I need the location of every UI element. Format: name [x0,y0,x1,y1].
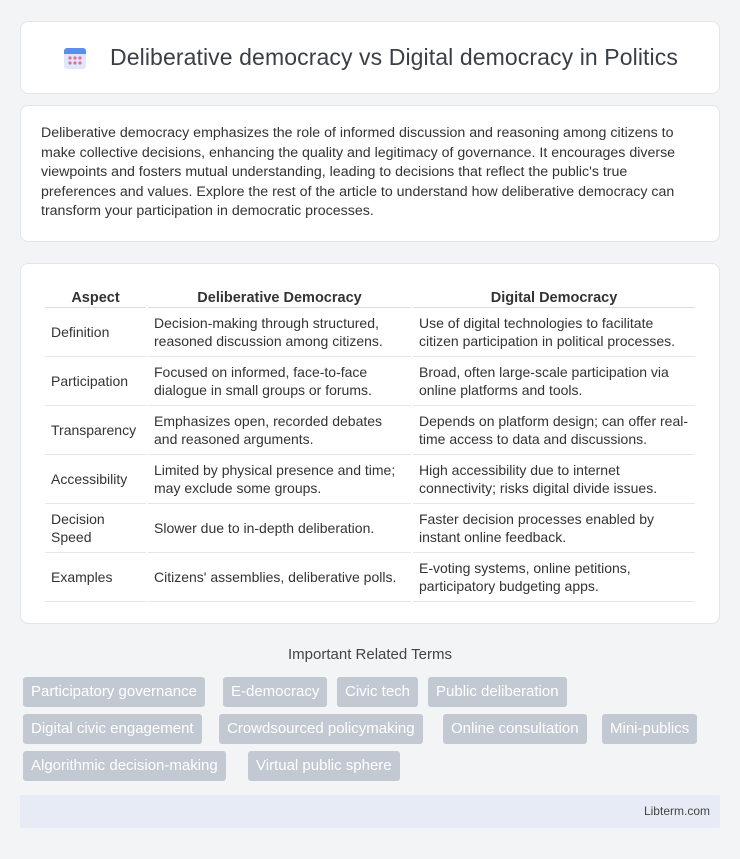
digital-cell: Broad, often large-scale participation via online platforms and tools. [413,357,695,406]
calendar-icon [62,45,88,71]
tag-public-deliberation[interactable]: Public deliberation [428,677,567,707]
table-row [45,455,695,504]
tag-online-consultation[interactable]: Online consultation [443,714,587,744]
footer [20,795,720,828]
tag-civic-tech[interactable]: Civic tech [337,677,418,707]
comparison-table [43,284,697,602]
deliberative-cell: Limited by physical presence and time; may exclude some groups. [148,455,411,504]
digital-cell: Faster decision processes enabled by instant online feedback. [413,504,695,553]
header-deliberative: Deliberative Democracy [148,284,411,308]
table-row [45,357,695,406]
deliberative-cell: Decision-making through structured, reasoned discussion among citizens. [148,308,411,357]
aspect-cell: Transparency [45,406,146,455]
tag-mini-publics[interactable]: Mini-publics [602,714,697,744]
tag-e-democracy[interactable]: E-democracy [223,677,327,707]
digital-cell: Depends on platform design; can offer real-time access to data and discussions. [413,406,695,455]
tag-crowdsourced-policymaking[interactable]: Crowdsourced policymaking [219,714,423,744]
tag-participatory-governance[interactable]: Participatory governance [23,677,205,707]
digital-cell: High accessibility due to internet connectivity; risks digital divide issues. [413,455,695,504]
header-aspect: Aspect [45,284,146,308]
aspect-cell: Examples [45,553,146,602]
aspect-cell: Definition [45,308,146,357]
footer-site-link[interactable]: Libterm.com [643,804,710,818]
table-row [45,308,695,357]
tag-algorithmic-decision-making[interactable]: Algorithmic decision-making [23,751,226,781]
table-row [45,406,695,455]
tag-virtual-public-sphere[interactable]: Virtual public sphere [248,751,400,781]
intro-paragraph: Deliberative democracy emphasizes the role of informed discussion and reasoning among citizens to make collective decisions, enhancing the quality and legitimacy of governance. It encourages diverse viewpoints and fosters mutual understanding, leading to decisions that reflect the public's true preferences and values. Explore the rest of the article to understand how deliberative democracy can transform your participation in democratic processes. [41,125,676,220]
related-terms-title: Important Related Terms [288,646,452,663]
aspect-cell: Accessibility [45,455,146,504]
deliberative-cell: Emphasizes open, recorded debates and reasoned arguments. [148,406,411,455]
header-card [20,21,720,94]
table-header-row [45,284,695,308]
comparison-table-card [20,263,720,624]
digital-cell: E-voting systems, online petitions, participatory budgeting apps. [413,553,695,602]
aspect-cell: Decision Speed [45,504,146,553]
deliberative-cell: Slower due to in-depth deliberation. [148,504,411,553]
deliberative-cell: Citizens' assemblies, deliberative polls. [148,553,411,602]
table-row [45,553,695,602]
table-row [45,504,695,553]
page-title: Deliberative democracy vs Digital democracy in Politics [110,44,678,70]
intro-card [20,105,720,242]
deliberative-cell: Focused on informed, face-to-face dialogue in small groups or forums. [148,357,411,406]
header-digital: Digital Democracy [413,284,695,308]
digital-cell: Use of digital technologies to facilitate citizen participation in political processes. [413,308,695,357]
aspect-cell: Participation [45,357,146,406]
tag-digital-civic-engagement[interactable]: Digital civic engagement [23,714,202,744]
